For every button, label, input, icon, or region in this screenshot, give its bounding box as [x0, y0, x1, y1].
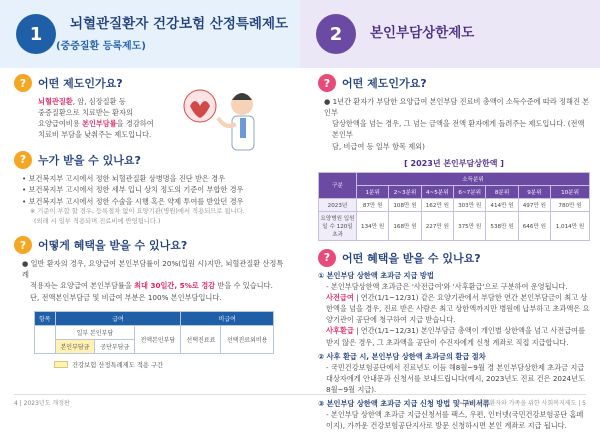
table-cell: 전액본인부담	[135, 325, 181, 353]
table-cell: 227만 원	[421, 211, 453, 240]
table-cell: 497만 원	[518, 198, 550, 211]
table-cell: 요양병원 입원일 수 120일 초과	[319, 211, 357, 240]
table-legend: 건강보험 산정특례제도 적용 구간	[54, 360, 290, 369]
right-column	[318, 74, 590, 432]
table-cell: 87만 원	[357, 198, 389, 211]
question-icon: ?	[318, 74, 336, 92]
list-item: • 보건복지부 고시에서 정한 세부 입니 상치 정도의 기준이 부합한 경우	[22, 185, 244, 195]
table-cell: 780만 원	[551, 198, 590, 211]
table-header: 10분위	[551, 185, 590, 198]
table-header: 8분위	[486, 185, 518, 198]
list-item: 사전급여 | 연간(1/1~12/31) 같은 요양기관에서 부담한 연간 본인부담금이 최고 상한액을 넘을 경우, 진료 받은 사람은 최고 상한액까지만 병원에 납부하고 초과액은 요양기관이 공단에 청구하여 지급 받습니다.	[326, 292, 590, 325]
table-cell: 공단부담금	[95, 339, 135, 353]
table-cell: 선택진료외비용	[221, 325, 274, 353]
table-cell: 303만 원	[454, 198, 486, 211]
table-cell: 168만 원	[389, 211, 421, 240]
footer-divider	[14, 394, 586, 395]
list-item-title: ③ 본인부담 상한액 초과금 지급 신청 방법 및 구비서류	[318, 399, 490, 409]
table-title: [ 2023년 본인부담상한액 ]	[404, 158, 504, 168]
table-header: 항목	[35, 311, 56, 325]
question-heading: ? 어떤 제도인가요?	[318, 74, 590, 92]
section-title: 뇌혈관질환자 건강보험 산정특례제도	[70, 16, 289, 33]
table-header: 비급여	[181, 311, 274, 325]
table-cell: 646만 원	[518, 211, 550, 240]
table-cell: 2023년	[319, 198, 357, 211]
left-section-banner	[0, 0, 300, 68]
doctor-illustration	[180, 84, 270, 164]
description-text: 뇌혈관질환, 암, 심장질환 등 중증질환으로 치료받는 환자의 요양급여비용 본인부담률을 경감하여 치료비 부담을 낮춰주는 제도입니다.	[38, 97, 154, 140]
table-header: 6~7분위	[454, 185, 486, 198]
table-header: 구분	[319, 172, 357, 198]
table-row	[319, 198, 590, 211]
note-text: ※ 기준이 부합 할 경우, 등록절차 없이 요양기관(병원)에서 적용되므로 됩니다.	[30, 208, 245, 216]
section-number-badge: 2	[316, 14, 356, 54]
right-section-banner	[300, 0, 600, 68]
list-item: • 보건복지부 고시에서 정한 뇌혈관질환 상병명을 진단 받은 경우	[22, 173, 226, 183]
table-cell: 108만 원	[389, 198, 421, 211]
table-cell: 375만 원	[454, 211, 486, 240]
benefit-list	[318, 271, 590, 432]
table-cell: 1,014만 원	[551, 211, 590, 240]
question-icon: ?	[318, 249, 336, 267]
question-icon: ?	[14, 151, 32, 169]
note-text: (외래 시 일부 적용되며 진료비에 반영됩니다.)	[34, 217, 161, 225]
question-heading: ? 누가 받을 수 있나요?	[14, 151, 290, 169]
table-cell: 134만 원	[357, 211, 389, 240]
table-cell: 일부 본인부담	[55, 325, 135, 339]
question-icon: ?	[14, 236, 32, 254]
description-text: ● 1년간 환자가 부담한 요양급여 본인부담 진료비 총액이 소득수준에 따라 정해진 본인부 담상한액을 넘는 경우, 그 넘는 금액을 전액 환자에게 돌려주는 제도입니다. (전액본인부 담, 비급여 등 일부 항목 제외)	[324, 97, 590, 151]
list-item-title: ② 사후 환급 시, 본인부담 상한액 초과금의 환급 절차	[318, 351, 486, 361]
list-item-title: ① 본인부담 상한액 초과금 지급 방법	[318, 270, 434, 280]
question-heading: ? 어떤 제도인가요?	[14, 74, 290, 92]
table-cell: 162만 원	[421, 198, 453, 211]
table-header: 2~3분위	[389, 185, 421, 198]
copay-cap-table	[318, 172, 590, 241]
table-cell: 414만 원	[486, 198, 518, 211]
list-item: • 보건복지부 고시에서 정한 수술을 시행 혹은 약제 투여를 받았던 경우	[22, 196, 244, 206]
table-cell: 본인부담금	[55, 339, 95, 353]
section-subtitle: (중증질환 등록제도)	[56, 40, 146, 52]
benefit-text: ● 일반 환자의 경우, 요양급여 본인부담률이 20%(입원 시)지만, 뇌혈관질환 산정특례 적용자는 요양급여 본인부담률을 최대 30일간, 5%로 경감 받을 수 있습니다. 단, 전액본인부담금 및 비급여 부분은 100% 본인부담입니다.	[22, 259, 284, 302]
table-header: 1분위	[357, 185, 389, 198]
question-icon: ?	[14, 74, 32, 92]
table-row	[319, 211, 590, 240]
table-header: 9분위	[518, 185, 550, 198]
list-item: 사후환급 | 연간(1/1~12/31) 본인부담금 총액이 개인별 상한액을 넘고 사전급여를 받지 않은 경우, 그 초과액을 공단이 수진자에게 신청 계좌로 직접 지급합니다.	[326, 326, 586, 347]
question-heading: ? 어떻게 혜택을 받을 수 있나요?	[14, 236, 290, 254]
footer-page-left: 4 | 2023년도 개정판	[14, 400, 70, 407]
question-heading: ? 어떤 혜택을 받을 수 있나요?	[318, 249, 590, 267]
footer-page-right: 뇌혈관질환 환자와 가족을 위한 사회복지제도 | 5	[458, 400, 586, 407]
table-cell: 선택진료료	[181, 325, 221, 353]
table-header: 급여	[55, 311, 181, 325]
table-header: 4~5분위	[421, 185, 453, 198]
eligibility-list	[22, 173, 290, 226]
legend-swatch	[54, 361, 68, 368]
section-number-badge: 1	[16, 14, 56, 54]
list-item-body: - 본인부담상한액 초과금은 '사전급여'와 '사후환급'으로 구분하여 운영됩니다.	[326, 281, 568, 291]
list-item-body: - 국민건강보험공단에서 진료년도 이듬 해8월~9월 경 본인부담상한제 초과금 지급 대상자에게 안내문과 신청서를 보내드립니다(예시, 2023년도 진료 건은 2024년도 8월~9월 지급).	[326, 362, 586, 395]
table-cell: 538만 원	[486, 211, 518, 240]
cost-structure-table	[34, 311, 274, 354]
table-header: 소득분위	[357, 172, 590, 185]
list-item-body: - 본인부담 상한액 초과금 지급신청서를 팩스, 우편, 인터넷(국민건강보험공단 홈페이지), 가까운 건강보험공단지사로 방문 신청하시면 본인 계좌로 지급 됩니다.	[326, 410, 584, 431]
section-title: 본인부담상한제도	[370, 25, 475, 42]
